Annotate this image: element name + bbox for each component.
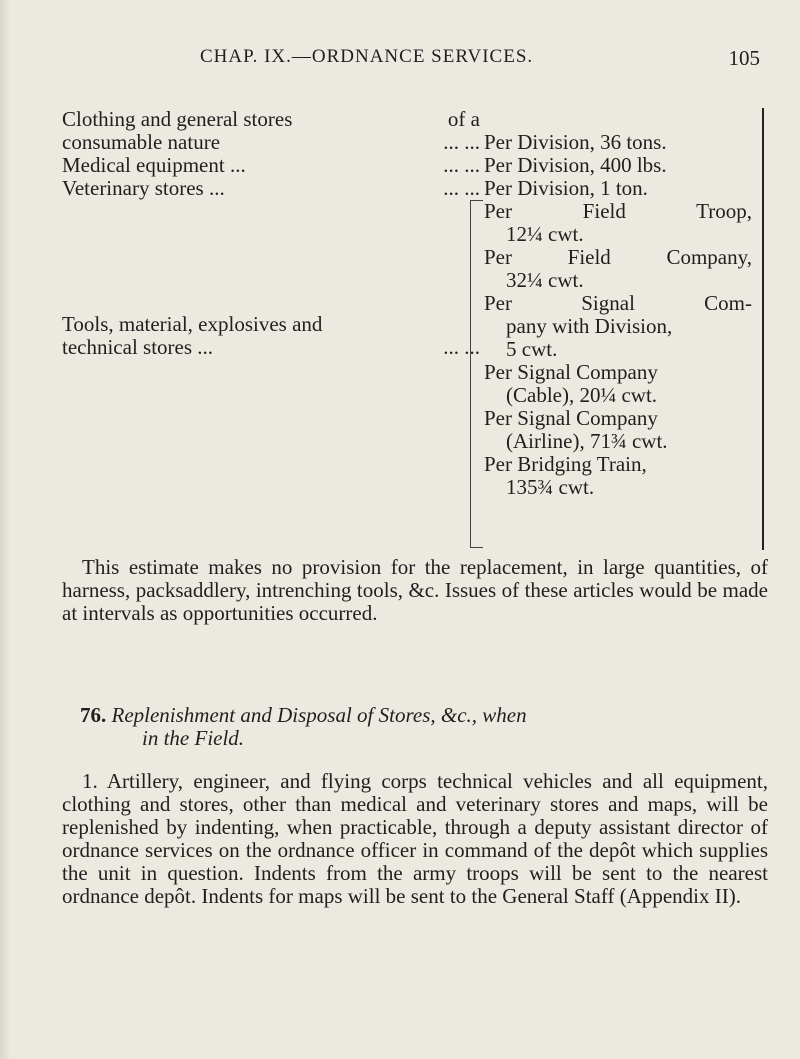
value-bridging-train-amount: 135¾ cwt. <box>506 475 595 499</box>
section-title-line2: in the Field. <box>142 726 245 750</box>
section-heading <box>62 704 768 750</box>
value-clothing: Per Division, 36 tons. <box>484 130 667 154</box>
value-signal-cable-amount: (Cable), 20¼ cwt. <box>506 383 658 407</box>
value-field-company-amount: 32¼ cwt. <box>506 268 584 292</box>
paragraph-estimate-note: This estimate makes no provision for the replacement, in large quantities, of harness, packsaddlery, intrenching tools, &c. Issues of these articles would be made at intervals as opportunities occurred. <box>62 555 768 625</box>
value-signal-airline-amount: (Airline), 71¾ cwt. <box>506 429 668 453</box>
item-label-tail: of a <box>447 107 480 131</box>
page-edge-shadow <box>0 0 10 1059</box>
value-signal-company-div-amount: 5 cwt. <box>506 337 558 361</box>
table-row-clothing <box>62 108 480 154</box>
section-title-line1: Replenishment and Disposal of Stores, &c., when <box>111 703 527 727</box>
paragraph-replenishment: 1. Artillery, engineer, and flying corps technical vehicles and all equipment, clothing and stores, other than medical and veterinary stores and maps, will be replenished by indenting, when practicable, through a deputy assistant director of ordnance services on the ordnance officer in command of the depôt which supplies the unit in question. Indents from the army troops will be sent to the nearest ordnance depôt. Indents for maps will be sent to the General Staff (Appendix II). <box>62 769 768 908</box>
value-medical: Per Division, 400 lbs. <box>484 153 667 177</box>
leader-dots: ... ... <box>443 335 480 359</box>
page-number: 105 <box>728 46 760 70</box>
section-number: 76. <box>80 703 107 727</box>
table-row-medical <box>62 154 480 177</box>
value-veterinary: Per Division, 1 ton. <box>484 176 648 200</box>
page-header <box>200 46 760 76</box>
value-signal-airline: Per Signal Company <box>484 406 658 430</box>
table-values-column <box>484 108 764 550</box>
leader-dots: ... ... <box>443 130 480 154</box>
value-field-troop: Per Field Troop, <box>484 199 752 223</box>
value-field-company: Per Field Company, <box>484 245 752 269</box>
running-head: CHAP. IX.—ORDNANCE SERVICES. <box>200 46 534 67</box>
table-row-veterinary <box>62 177 480 200</box>
value-signal-company-div: Per Signal Com- <box>484 291 752 315</box>
value-field-troop-amount: 12¼ cwt. <box>506 222 584 246</box>
table-row-tools <box>62 313 480 359</box>
leader-dots: ... ... <box>443 176 480 200</box>
item-label-line2: technical stores ... <box>62 335 214 359</box>
value-signal-cable: Per Signal Company <box>484 360 658 384</box>
leader-dots: ... ... <box>443 153 480 177</box>
item-label: Veterinary stores ... <box>62 176 225 200</box>
value-bridging-train: Per Bridging Train, <box>484 452 647 476</box>
item-label-line1: Clothing and general stores <box>62 107 293 131</box>
item-label-line2: consumable nature <box>62 130 221 154</box>
value-signal-company-div-line2: pany with Division, <box>506 314 673 338</box>
curly-brace <box>470 200 483 548</box>
item-label-line1: Tools, material, explosives and <box>62 312 323 336</box>
stores-allowance-table <box>62 108 762 550</box>
item-label: Medical equipment ... <box>62 153 246 177</box>
